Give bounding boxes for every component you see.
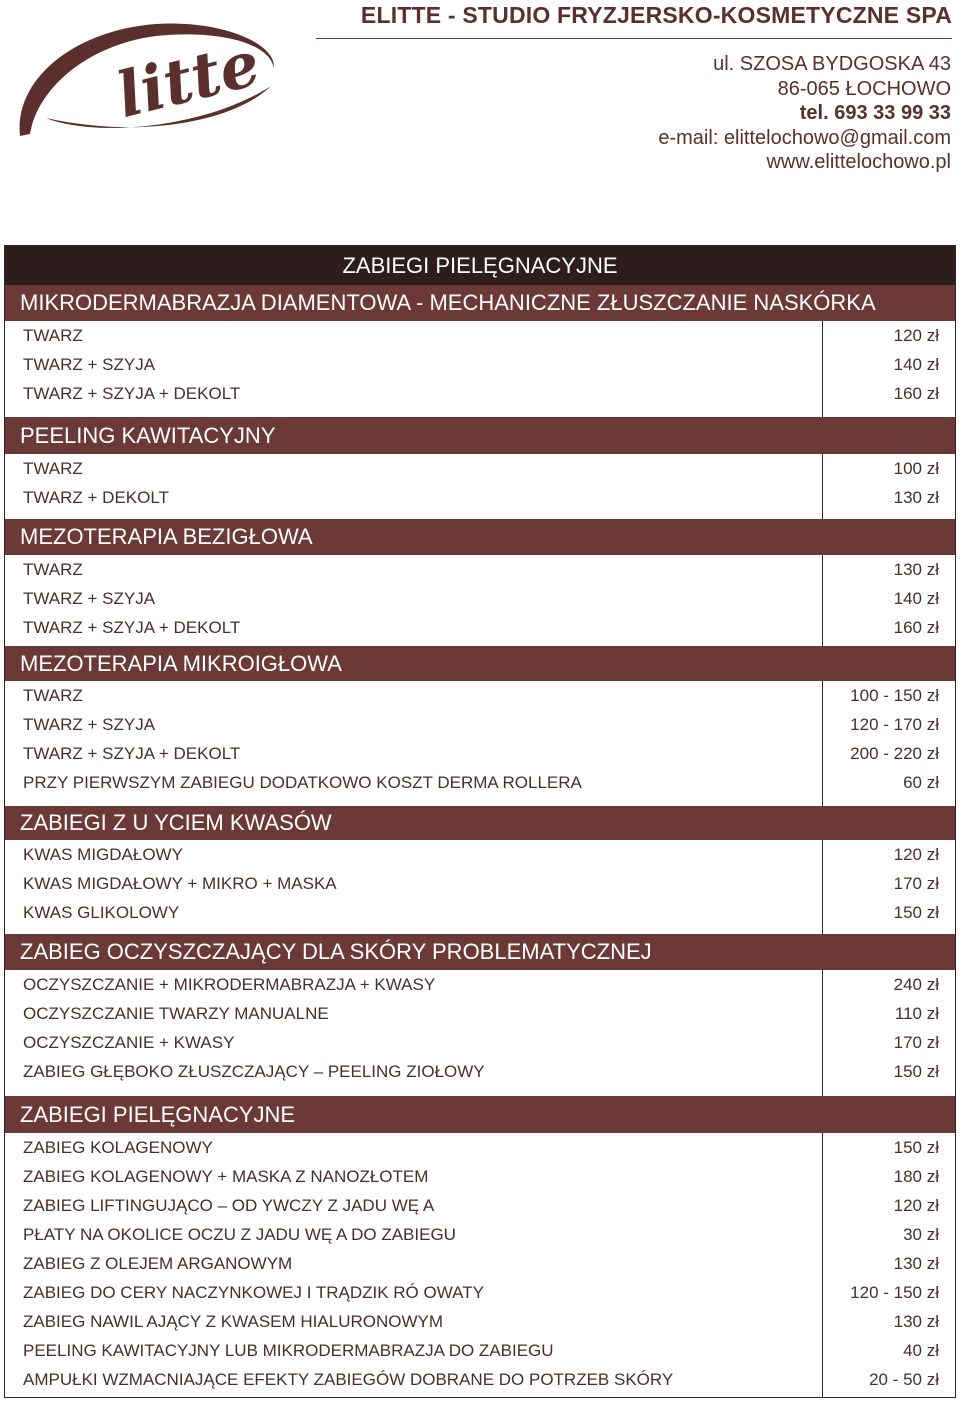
service-price: 140 zł — [893, 355, 939, 374]
price-row — [5, 483, 955, 512]
service-price: 130 zł — [893, 1312, 939, 1331]
service-name: ZABIEG LIFTINGUJĄCO – OD YWCZY Z JADU WĘ A — [23, 1196, 435, 1215]
service-price: 130 zł — [893, 560, 939, 579]
service-name: ZABIEG GŁĘBOKO ZŁUSZCZAJĄCY – PEELING ZIOŁOWY — [23, 1062, 485, 1081]
service-name: TWARZ — [23, 459, 83, 478]
price-row — [5, 1336, 955, 1365]
service-price: 240 zł — [893, 975, 939, 994]
logo-wordmark: litte — [109, 26, 267, 133]
price-row — [5, 1028, 955, 1057]
service-price: 110 zł — [894, 1004, 939, 1023]
price-row — [5, 898, 955, 927]
service-name: TWARZ + SZYJA — [23, 715, 156, 734]
service-price: 200 - 220 zł — [850, 744, 939, 763]
service-name: AMPUŁKI WZMACNIAJĄCE EFEKTY ZABIEGÓW DOBRANE DO POTRZEB SKÓRY — [23, 1370, 674, 1389]
price-row — [5, 1191, 955, 1220]
price-row — [5, 350, 955, 379]
service-price: 120 zł — [893, 326, 939, 345]
service-price: 150 zł — [893, 1138, 939, 1157]
price-row — [5, 1365, 955, 1394]
price-row — [5, 584, 955, 613]
price-row — [5, 840, 955, 869]
price-row — [5, 1133, 955, 1162]
price-row — [5, 321, 955, 350]
price-list-title: ZABIEGI PIELĘGNACYJNE — [5, 246, 955, 285]
studio-name: ELITTE - STUDIO FRYZJERSKO-KOSMETYCZNE SPA — [360, 2, 952, 28]
price-row — [5, 999, 955, 1028]
service-price: 100 - 150 zł — [850, 686, 939, 705]
service-price: 120 zł — [893, 845, 939, 864]
service-name: KWAS GLIKOLOWY — [23, 903, 180, 922]
service-price: 170 zł — [893, 874, 939, 893]
service-price: 100 zł — [893, 459, 939, 478]
section-header: ZABIEGI Z U YCIEM KWASÓW — [5, 806, 955, 840]
price-row — [5, 1220, 955, 1249]
service-name: PRZY PIERWSZYM ZABIEGU DODATKOWO KOSZT DERMA ROLLERA — [23, 773, 582, 792]
elitte-logo — [6, 8, 306, 143]
service-name: ZABIEG KOLAGENOWY — [23, 1138, 213, 1157]
service-name: KWAS MIGDAŁOWY + MIKRO + MASKA — [23, 874, 337, 893]
section-header: MEZOTERAPIA MIKROIGŁOWA — [5, 646, 955, 681]
service-name: TWARZ + SZYJA + DEKOLT — [23, 744, 241, 763]
service-name: OCZYSZCZANIE + KWASY — [23, 1033, 235, 1052]
service-price: 30 zł — [903, 1225, 939, 1244]
price-list-table — [4, 245, 956, 1398]
price-row — [5, 1307, 955, 1336]
section-header: ZABIEG OCZYSZCZAJĄCY DLA SKÓRY PROBLEMATYCZNEJ — [5, 934, 955, 970]
section-header: MEZOTERAPIA BEZIGŁOWA — [5, 519, 955, 555]
service-name: TWARZ — [23, 326, 83, 345]
service-name: ZABIEG NAWIL AJĄCY Z KWASEM HIALURONOWYM — [23, 1312, 444, 1331]
price-row — [5, 1249, 955, 1278]
price-row — [5, 454, 955, 483]
phone-number[interactable]: tel. 693 33 99 33 — [799, 102, 951, 124]
service-name: ZABIEG Z OLEJEM ARGANOWYM — [23, 1254, 293, 1273]
price-row — [5, 379, 955, 408]
service-name: OCZYSZCZANIE TWARZY MANUALNE — [23, 1004, 329, 1023]
service-price: 20 - 50 zł — [869, 1370, 939, 1389]
price-row — [5, 1162, 955, 1191]
service-name: OCZYSZCZANIE + MIKRODERMABRAZJA + KWASY — [23, 975, 436, 994]
service-price: 180 zł — [893, 1167, 939, 1186]
price-row — [5, 1278, 955, 1307]
price-row — [5, 970, 955, 999]
service-name: TWARZ — [23, 686, 83, 705]
service-price: 150 zł — [893, 1062, 939, 1081]
service-name: TWARZ + SZYJA + DEKOLT — [23, 618, 241, 637]
contact-block — [658, 52, 951, 175]
section-header: PEELING KAWITACYJNY — [5, 417, 955, 454]
header-divider — [316, 38, 952, 39]
service-price: 150 zł — [893, 903, 939, 922]
website-link[interactable]: www.elittelochowo.pl — [766, 151, 951, 173]
price-row — [5, 710, 955, 739]
address-city: 86-065 ŁOCHOWO — [777, 77, 951, 100]
price-row — [5, 1057, 955, 1086]
service-price: 60 zł — [903, 773, 939, 792]
price-row — [5, 681, 955, 710]
service-name: KWAS MIGDAŁOWY — [23, 845, 183, 864]
service-name: PŁATY NA OKOLICE OCZU Z JADU WĘ A DO ZABIEGU — [23, 1225, 456, 1244]
service-price: 120 - 170 zł — [850, 715, 939, 734]
service-name: TWARZ + SZYJA + DEKOLT — [23, 384, 241, 403]
service-name: TWARZ — [23, 560, 83, 579]
section-header: MIKRODERMABRAZJA DIAMENTOWA - MECHANICZNE ZŁUSZCZANIE NASKÓRKA — [5, 285, 955, 321]
service-price: 120 zł — [893, 1196, 939, 1215]
service-name: TWARZ + DEKOLT — [23, 488, 169, 507]
service-name: PEELING KAWITACYJNY LUB MIKRODERMABRAZJA DO ZABIEGU — [23, 1341, 554, 1360]
email-address[interactable]: e-mail: elittelochowo@gmail.com — [658, 126, 951, 149]
price-row — [5, 768, 955, 797]
service-price: 130 zł — [893, 1254, 939, 1273]
service-name: ZABIEG KOLAGENOWY + MASKA Z NANOZŁOTEM — [23, 1167, 429, 1186]
service-price: 40 zł — [903, 1341, 939, 1360]
price-row — [5, 613, 955, 642]
service-price: 160 zł — [893, 618, 939, 637]
price-row — [5, 739, 955, 768]
price-row — [5, 869, 955, 898]
service-price: 140 zł — [893, 589, 939, 608]
section-header: ZABIEGI PIELĘGNACYJNE — [5, 1096, 955, 1133]
service-price: 120 - 150 zł — [850, 1283, 939, 1302]
service-price: 170 zł — [893, 1033, 939, 1052]
address-street: ul. SZOSA BYDGOSKA 43 — [713, 53, 951, 75]
service-name: TWARZ + SZYJA — [23, 355, 156, 374]
service-price: 130 zł — [893, 488, 939, 507]
service-price: 160 zł — [893, 384, 939, 403]
service-name: TWARZ + SZYJA — [23, 589, 156, 608]
price-row — [5, 555, 955, 584]
service-name: ZABIEG DO CERY NACZYNKOWEJ I TRĄDZIK RÓ OWATY — [23, 1283, 484, 1302]
